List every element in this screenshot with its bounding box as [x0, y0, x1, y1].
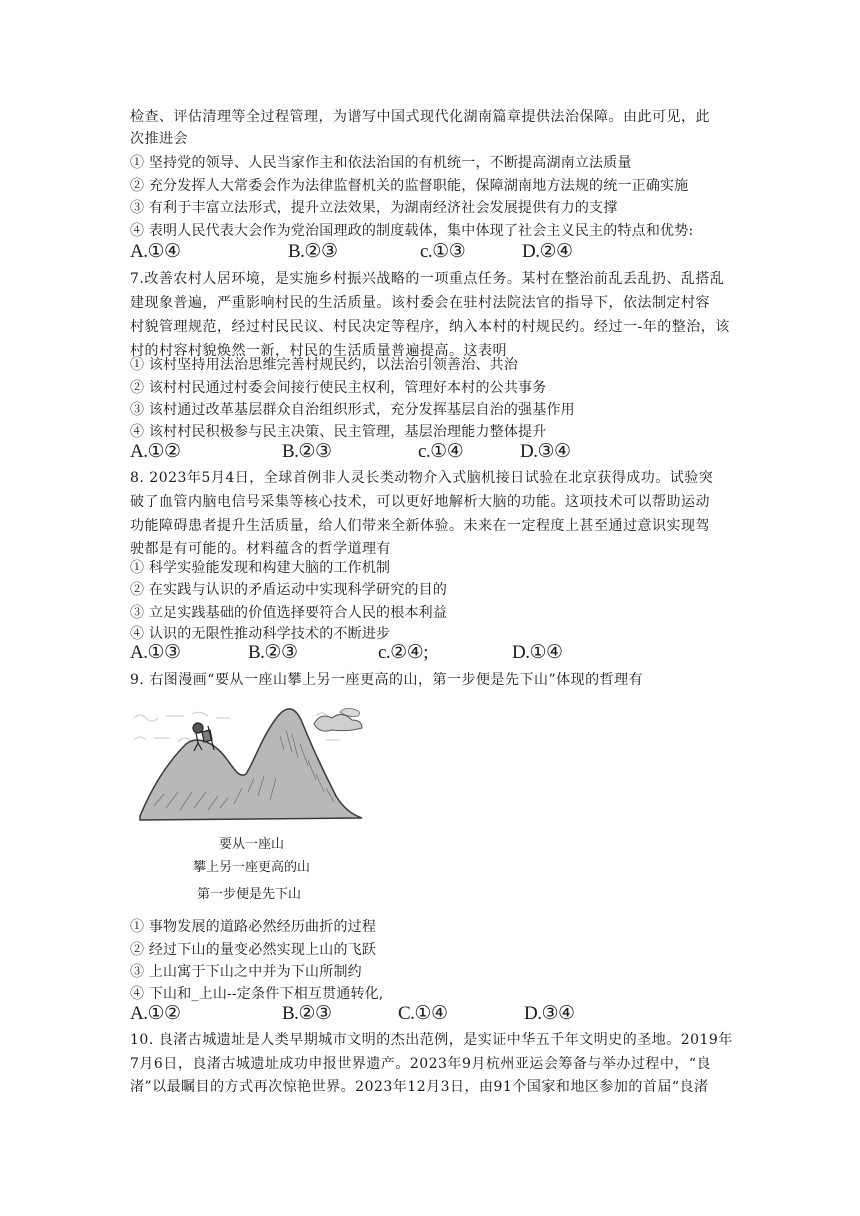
q6-stem-line: 次推进会 [130, 131, 188, 147]
q8-statement-3: ③ 立足实践基础的价值选择要符合人民的根本利益 [130, 605, 448, 621]
q9-option-c[interactable]: C.①④ [398, 1003, 448, 1024]
q9-stem-line: 9. 右图漫画“要从一座山攀上另一座更高的山，第一步便是先下山”体现的哲理有 [130, 672, 644, 688]
q7-option-a[interactable]: A.①② [130, 441, 181, 462]
q7-statement-3: ③ 该村通过改革基层群众自治组织形式，充分发挥基层自治的强基作用 [130, 402, 575, 418]
q8-option-d[interactable]: D.①④ [512, 642, 563, 663]
q6-statement-2: ② 充分发挥人大常委会作为法律监督机关的监督职能，保障湖南地方法规的统一正确实施 [130, 178, 689, 194]
q10-stem-line: 10. 良渚古城遗址是人类早期城市文明的杰出范例，是实证中华五千年文明史的圣地。2019年 [130, 1032, 733, 1048]
q6-stem-line: 检查、评估清理等全过程管理，为谱写中国式现代化湖南篇章提供法治保障。由此可见，此 [130, 109, 710, 125]
q9-option-a[interactable]: A.①② [130, 1003, 181, 1024]
q7-statement-1: ① 该村坚持用法治思维完善村规民约，以法治引领善治、共治 [130, 357, 519, 373]
q8-options [130, 641, 730, 667]
q6-options [130, 240, 730, 266]
q10-stem-line: 7月6日，良渚古城遗址成功申报世界遗产。2023年9月杭州亚运会筹备与举办过程中，“良 [130, 1056, 712, 1072]
q9-option-d[interactable]: D.③④ [524, 1003, 575, 1024]
q6-statement-4: ④ 表明人民代表大会作为党治国理政的制度载体，集中体现了社会主义民主的特点和优势: [130, 223, 694, 239]
q7-options [130, 440, 730, 466]
cartoon-caption-line: 第一步便是先下山 [197, 887, 302, 902]
q8-statement-1: ① 科学实验能发现和构建大脑的工作机制 [130, 560, 391, 576]
q8-option-a[interactable]: A.①③ [130, 642, 181, 663]
q8-stem-line: 驶都是有可能的。材料蕴含的哲学道理有 [130, 541, 391, 557]
q6-option-c[interactable]: c.①③ [420, 241, 466, 262]
q6-option-b[interactable]: B.②③ [288, 241, 338, 262]
q7-option-b[interactable]: B.②③ [282, 441, 332, 462]
q6-statement-1: ① 坚持党的领导、人民当家作主和依法治国的有机统一，不断提高湖南立法质量 [130, 155, 632, 171]
cartoon-caption-line: 要从一座山 [219, 837, 285, 852]
q9-statement-4: ④ 下山和_上山--定条件下相互贯通转化, [130, 986, 384, 1002]
q7-option-c[interactable]: c.①④ [418, 441, 464, 462]
q7-statement-4: ④ 该村村民积极参与民主决策、民主管理，基层治理能力整体提升 [130, 424, 547, 440]
q7-stem-line: 村貌管理规范，经过村民民议、村民决定等程序，纳入本村的村规民约。经过一-年的整治，该 [130, 319, 730, 335]
q8-stem-line: 8. 2023年5月4日，全球首例非人灵长类动物介入式脑机接日试验在北京获得成功。试验突 [130, 470, 714, 486]
q8-stem-line: 功能障碍患者提升生活质量，给人们带来全新体验。未来在一定程度上甚至通过意识实现驾 [130, 518, 710, 534]
q9-option-b[interactable]: B.②③ [282, 1003, 332, 1024]
q9-statement-2: ② 经过下山的量变必然实现上山的飞跃 [130, 942, 377, 958]
q8-statement-4: ④ 认识的无限性推动科学技术的不断进步 [130, 626, 391, 642]
cartoon-caption-line: 攀上另一座更高的山 [193, 860, 311, 875]
q9-options [130, 1002, 730, 1028]
q7-statement-2: ② 该村村民通过村委会间接行使民主权利，管理好本村的公共事务 [130, 380, 547, 396]
q7-option-d[interactable]: D.③④ [520, 441, 571, 462]
q6-statement-3: ③ 有利于丰富立法形式，提升立法效果，为湖南经济社会发展提供有力的支撑 [130, 200, 618, 216]
q8-stem-line: 破了血管内脑电信号采集等核心技术，可以更好地解析大脑的功能。这项技术可以帮助运动 [130, 494, 710, 510]
q6-option-a[interactable]: A.①④ [130, 241, 181, 262]
q8-option-b[interactable]: B.②③ [248, 642, 298, 663]
cloud-icon [314, 708, 362, 731]
q7-stem-line: 建现象普遍，严重影响村民的生活质量。该村委会在驻村法院法官的指导下，依法制定村容 [130, 295, 710, 311]
mountain-cartoon-image [130, 696, 370, 826]
q8-option-c[interactable]: c.②④; [378, 642, 429, 663]
q7-stem-line: 村的村容村貌焕然一新，村民的生活质量普遍提高。这表明 [130, 343, 507, 359]
q9-statement-1: ① 事物发展的道路必然经历曲折的过程 [130, 919, 377, 935]
q7-stem-line: 7.改善农村人居环境，是实施乡村振兴战略的一项重点任务。某村在整治前乱丢乱扔、乱搭乱 [130, 271, 725, 287]
q8-statement-2: ② 在实践与认识的矛盾运动中实现科学研究的目的 [130, 582, 448, 598]
q9-statement-3: ③ 上山寓于下山之中并为下山所制约 [130, 964, 362, 980]
q6-option-d[interactable]: D.②④ [522, 241, 573, 262]
q10-stem-line: 渚”以最瞩目的方式再次惊艳世界。2023年12月3日，由91个国家和地区参加的首届“良渚 [130, 1079, 709, 1095]
